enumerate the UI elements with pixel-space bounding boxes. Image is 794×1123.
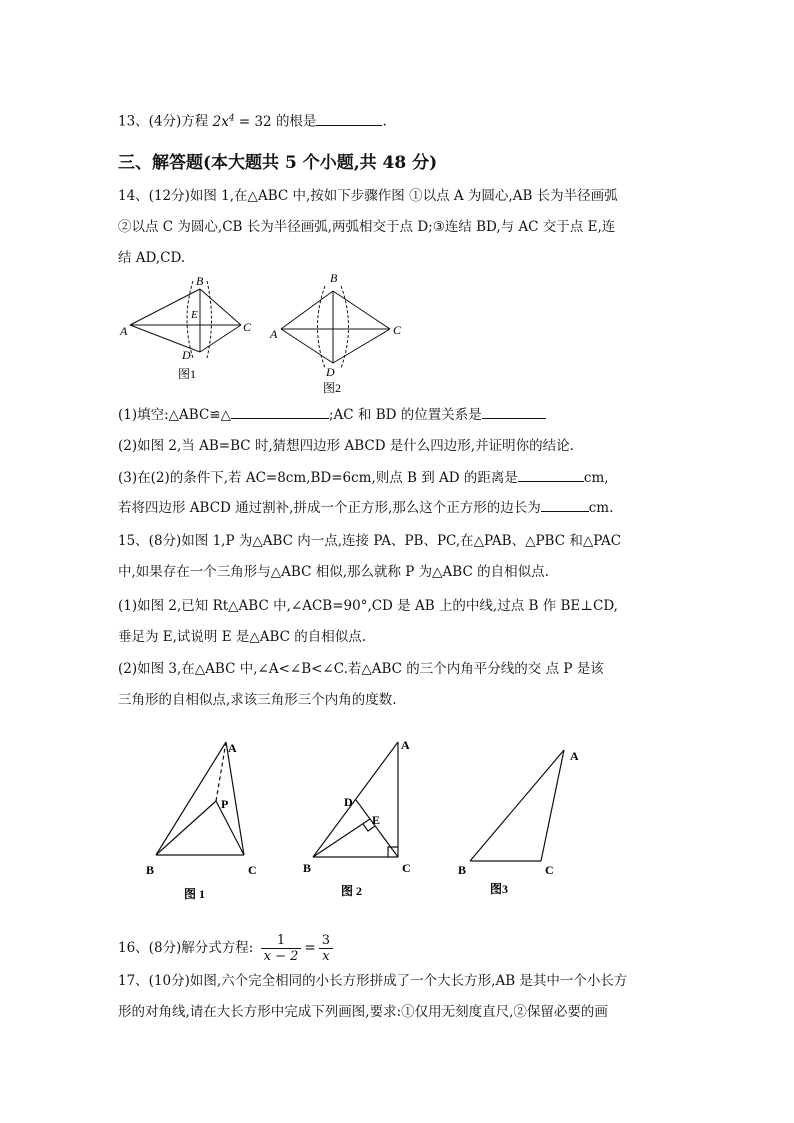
q14-part3-blank2[interactable] <box>541 497 589 512</box>
q14-part3-line2 <box>118 497 613 518</box>
q15-fig1 <box>156 742 244 855</box>
fig1-label-b: B <box>196 274 204 288</box>
q15-f2-label-b: B <box>303 861 312 875</box>
q14-part1-blank2[interactable] <box>482 404 546 419</box>
q15-f1-caption: 图 1 <box>184 887 206 901</box>
fig2-arc-c <box>341 286 349 368</box>
q13-coef: 2 <box>212 113 222 130</box>
fig1-caption: 图1 <box>178 367 197 381</box>
fig2-ab <box>281 291 333 329</box>
q15-line2: 中,如果存在一个三角形与△ABC 相似,那么就称 P 为△ABC 的自相似点. <box>118 564 549 580</box>
q13-line <box>118 108 387 132</box>
q14-line3: 结 AD,CD. <box>118 250 186 266</box>
fig2-caption: 图2 <box>323 381 342 395</box>
q14-part3-b: cm, <box>583 470 609 486</box>
q14-part1 <box>118 404 546 425</box>
q15-f3-label-b: B <box>458 863 467 877</box>
q15-line6: 三角形的自相似点,求该三角形三个内角的度数. <box>118 692 397 708</box>
fig1-cd <box>200 325 241 352</box>
q13-rhs: = 32 <box>238 113 272 130</box>
q15-fig3 <box>470 750 564 861</box>
f2-cd <box>356 800 398 857</box>
q14-part1-blank1[interactable] <box>231 404 329 419</box>
f3-ab <box>470 750 564 861</box>
f2-right-angle-c <box>388 847 398 857</box>
q13-exp: 4 <box>228 113 235 123</box>
fig1-ab <box>130 289 200 325</box>
fig1-label-d: D <box>182 348 191 362</box>
q16-lhs-num: 1 <box>261 933 302 949</box>
q17-line2: 形的对角线,请在大长方形中完成下列画图,要求:①仅用无刻度直尺,②保留必要的画 <box>118 1004 608 1020</box>
q15-f2-label-a: A <box>401 738 410 752</box>
q16-rhs-den: x <box>322 949 330 964</box>
q15-f2-label-c: C <box>402 861 411 875</box>
q13-suffix: 的根是 <box>275 113 317 130</box>
q15-f1-label-c: C <box>248 863 257 877</box>
q16-prefix: 16、(8分)解分式方程: <box>118 940 254 956</box>
q15-line4: 垂足为 E,试说明 E 是△ABC 的自相似点. <box>118 629 367 645</box>
q14-part1-a: (1)填空:△ABC≌△ <box>118 407 231 423</box>
q16-line <box>118 930 336 966</box>
fig1-label-a: A <box>120 324 128 338</box>
q14-part1-b: ;AC 和 BD 的位置关系是 <box>329 407 482 423</box>
q14-part3-d: cm. <box>588 500 614 516</box>
q14-part3-line1 <box>118 467 609 488</box>
fig2-label-b: B <box>330 271 338 285</box>
f1-pb <box>156 801 216 855</box>
q16-equals: = <box>304 940 316 956</box>
q15-f1-label-b: B <box>146 863 155 877</box>
q13-prefix: 13、(4分)方程 <box>118 113 209 130</box>
q15-f3-label-c: C <box>545 863 554 877</box>
q15-f3-caption: 图3 <box>490 882 509 896</box>
f1-ac <box>226 742 244 855</box>
q13-var: x <box>221 113 229 130</box>
f3-ac <box>541 750 564 861</box>
q17-line1: 17、(10分)如图,六个完全相同的小长方形拼成了一个大长方形,AB 是其中一个小长方 <box>118 973 628 989</box>
q15-f2-label-e: E <box>372 813 381 827</box>
q14-part3-a: (3)在(2)的条件下,若 AC=8cm,BD=6cm,则点 B 到 AD 的距离是 <box>118 470 518 486</box>
fig1-bc <box>200 289 241 325</box>
q14-line1: 14、(12分)如图 1,在△ABC 中,按如下步骤作图 ①以点 A 为圆心,AB 长为半径画弧 <box>118 188 618 204</box>
q15-f1-label-p: P <box>221 797 229 811</box>
f1-ab <box>156 742 229 855</box>
fig1-arc-c <box>207 281 212 358</box>
q15-line3: (1)如图 2,已知 Rt△ABC 中,∠ACB=90°,CD 是 AB 上的中线,过点 B 作 BE⊥CD, <box>118 598 618 614</box>
f2-right-angle-e <box>363 824 375 831</box>
q13-answer-blank[interactable] <box>316 111 382 126</box>
fig2-label-a: A <box>270 327 278 341</box>
q13-equation <box>213 114 272 130</box>
fig1-ad <box>130 325 200 352</box>
fig1-arc-a <box>187 281 193 358</box>
q14-part3-blank1[interactable] <box>518 467 584 482</box>
f1-pc <box>216 801 244 855</box>
q16-rhs-num: 3 <box>319 933 333 949</box>
q15-f1-label-a: A <box>228 741 237 755</box>
q16-lhs-fraction <box>261 933 302 964</box>
q14-fig2 <box>281 286 390 368</box>
q15-line5: (2)如图 3,在△ABC 中,∠A<∠B<∠C.若△ABC 的三个内角平分线的交 点 P 是该 <box>118 661 604 677</box>
fig2-cd <box>333 329 390 363</box>
fig2-label-c: C <box>393 323 402 337</box>
q15-f2-caption: 图 2 <box>341 884 363 898</box>
q16-lhs-den: x − 2 <box>263 949 299 964</box>
q13-end: . <box>382 113 387 130</box>
fig1-label-c: C <box>243 320 252 334</box>
fig1-label-e: E <box>191 309 198 321</box>
f2-ab <box>313 742 398 857</box>
f1-pa <box>216 742 226 801</box>
section-3-title: 三、解答题(本大题共 5 个小题,共 48 分) <box>118 153 438 173</box>
q14-line2: ②以点 C 为圆心,CB 长为半径画弧,两弧相交于点 D;③连结 BD,与 AC 交于点 E,连 <box>118 219 616 235</box>
fig2-label-d: D <box>326 365 335 379</box>
f2-be <box>313 819 370 857</box>
fig2-arc-a <box>318 286 326 368</box>
q14-part3-c: 若将四边形 ABCD 通过割补,拼成一个正方形,那么这个正方形的边长为 <box>118 500 541 516</box>
q15-f2-label-d: D <box>344 795 353 809</box>
q14-part2: (2)如图 2,当 AB=BC 时,猜想四边形 ABCD 是什么四边形,并证明你的结论. <box>118 438 574 454</box>
q14-fig1 <box>130 281 241 358</box>
q15-line1: 15、(8分)如图 1,P 为△ABC 内一点,连接 PA、PB、PC,在△PAB、△PBC 和△PAC <box>118 533 622 549</box>
fig2-bc <box>333 291 390 329</box>
q15-f3-label-a: A <box>570 749 579 763</box>
fig2-ad <box>281 329 333 363</box>
q15-fig2 <box>313 742 398 857</box>
q16-rhs-fraction <box>319 933 333 964</box>
